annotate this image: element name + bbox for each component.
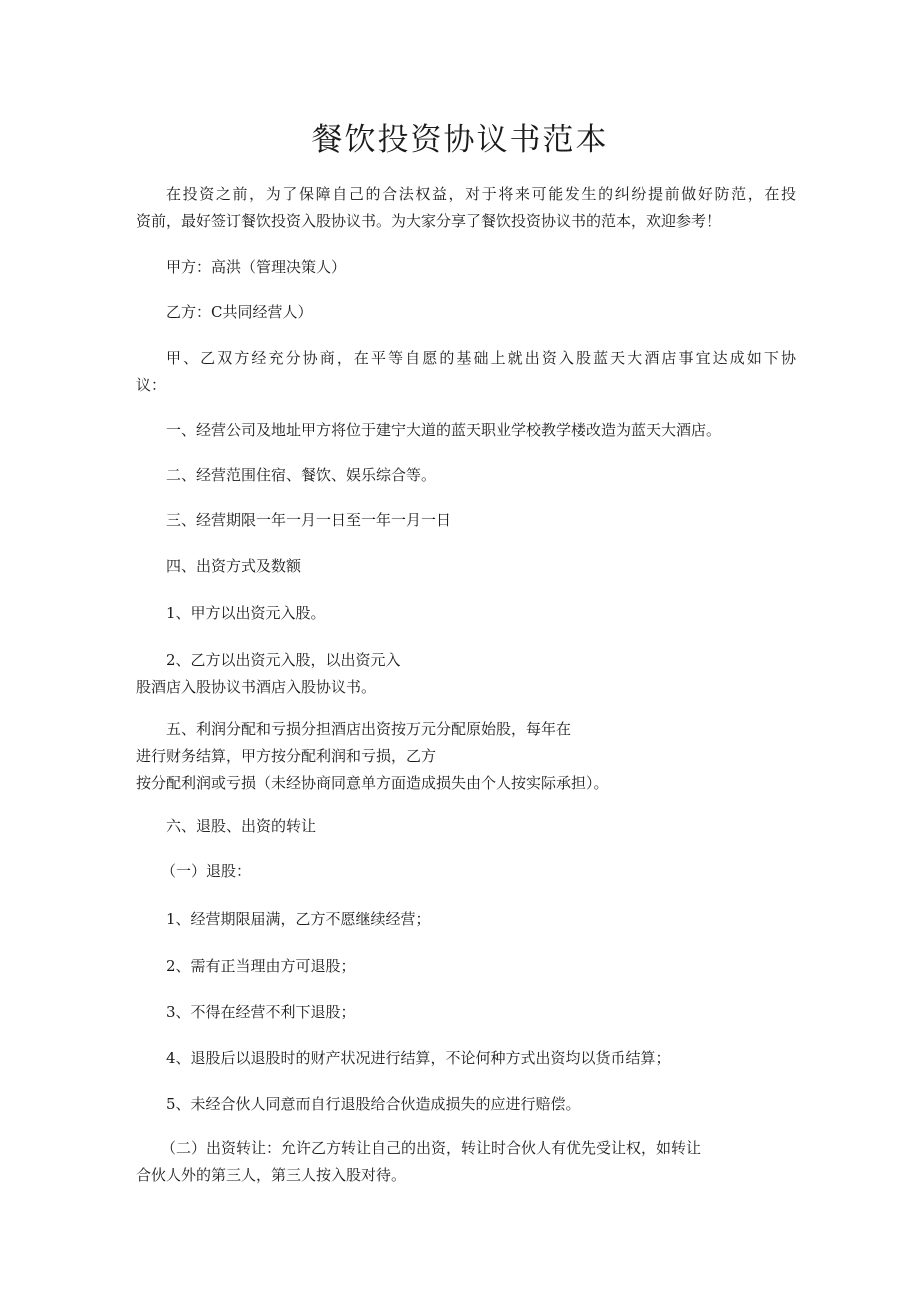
- clause-4-item-2-line-1: 2、乙方以出资元入股，以出资元入: [166, 651, 401, 669]
- clause-4-item-2-line-2: 股酒店入股协议书酒店入股协议书。: [136, 678, 377, 696]
- document-title: 餐饮投资协议书范本: [311, 122, 609, 158]
- party-a: 甲方：高洪（管理决策人）: [166, 258, 347, 276]
- withdraw-item-5: 5、未经合伙人同意而自行退股给合伙造成损失的应进行赔偿。: [166, 1095, 581, 1113]
- intro-line-1: 在投资之前，为了保障自己的合法权益，对于将来可能发生的纠纷提前做好防范，在投: [166, 185, 796, 203]
- clause-4-item-1: 1、甲方以出资元入股。: [166, 604, 326, 622]
- clause-6-withdraw-heading: （一）退股：: [161, 862, 252, 880]
- intro-paragraph: [136, 181, 796, 235]
- withdraw-item-2: 2、需有正当理由方可退股；: [166, 957, 356, 975]
- agreement-line-1: 甲、乙双方经充分协商，在平等自愿的基础上就出资入股蓝天大酒店事宜达成如下协: [166, 349, 796, 367]
- withdraw-item-3: 3、不得在经营不利下退股；: [166, 1003, 356, 1021]
- party-b: 乙方：C共同经营人）: [166, 303, 313, 321]
- clause-4: 四、出资方式及数额: [166, 557, 302, 575]
- clause-6-transfer: [136, 1135, 796, 1189]
- clause-6-transfer-line-2: 合伙人外的第三人，第三人按入股对待。: [136, 1166, 407, 1184]
- withdraw-item-4: 4、退股后以退股时的财产状况进行结算，不论何种方式出资均以货币结算；: [166, 1049, 671, 1067]
- intro-line-2: 资前，最好签订餐饮投资入股协议书。为大家分享了餐饮投资协议书的范本，欢迎参考！: [136, 212, 722, 230]
- withdraw-item-1: 1、经营期限届满，乙方不愿继续经营；: [166, 910, 431, 928]
- agreement-paragraph: [136, 345, 796, 399]
- clause-5-line-1: 五、利润分配和亏损分担酒店出资按万元分配原始股，每年在: [166, 720, 572, 738]
- clause-5: [136, 716, 796, 797]
- clause-4-item-2: [136, 647, 796, 701]
- clause-3: 三、经营期限一年一月一日至一年一月一日: [166, 511, 452, 529]
- clause-1: 一、经营公司及地址甲方将位于建宁大道的蓝天职业学校教学楼改造为蓝天大酒店。: [166, 421, 722, 439]
- agreement-line-2: 议：: [136, 376, 167, 394]
- clause-6-transfer-line-1: （二）出资转让：允许乙方转让自己的出资，转让时合伙人有优先受让权，如转让: [161, 1139, 702, 1157]
- clause-5-line-2: 进行财务结算，甲方按分配利润和亏损，乙方: [136, 747, 437, 765]
- clause-6: 六、退股、出资的转让: [166, 817, 317, 835]
- clause-2: 二、经营范围住宿、餐饮、娱乐综合等。: [166, 466, 437, 484]
- clause-5-line-3: 按分配利润或亏损（未经协商同意单方面造成损失由个人按实际承担）。: [136, 774, 609, 792]
